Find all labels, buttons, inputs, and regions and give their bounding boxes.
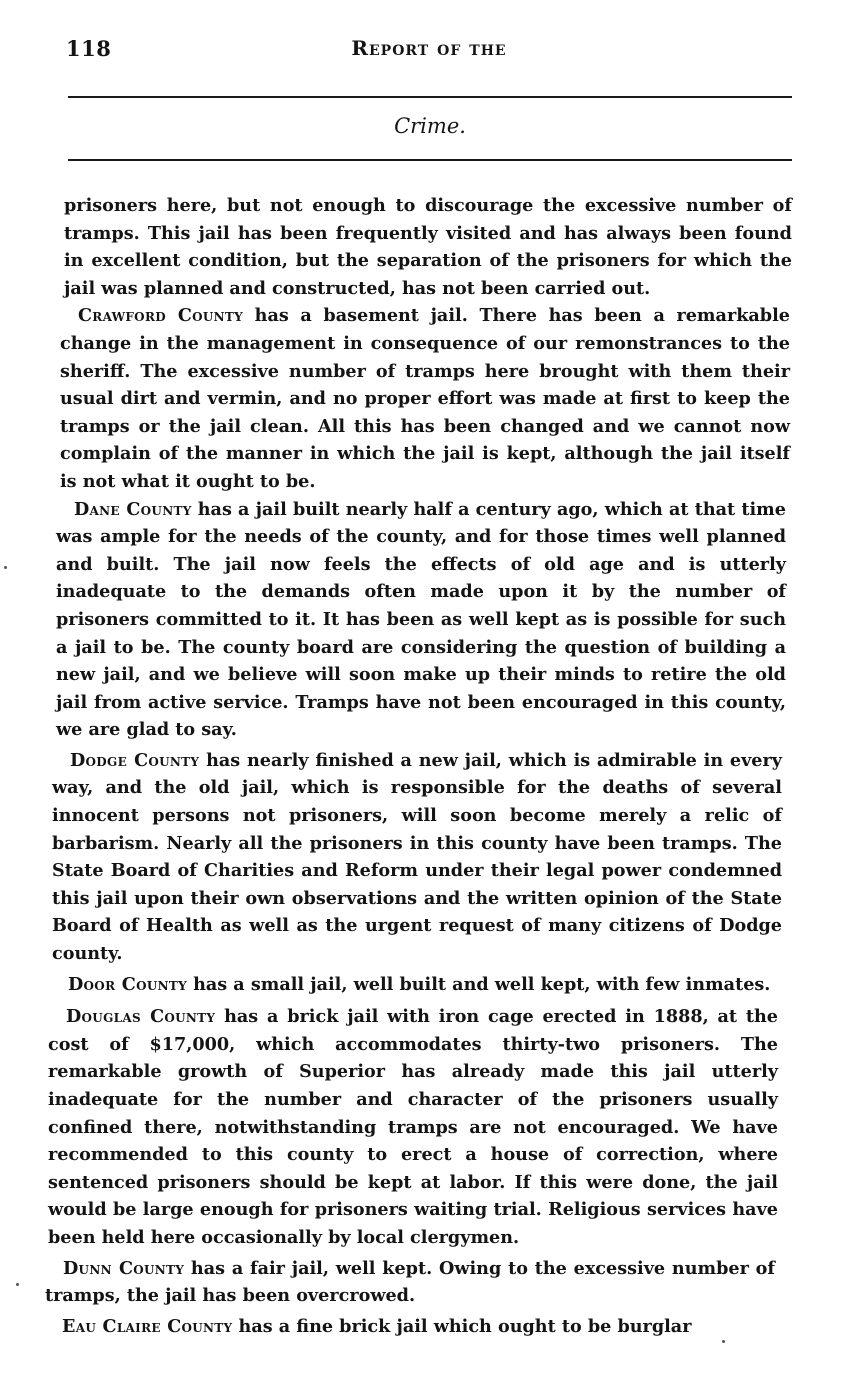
paragraph-text: has a small jail, well built and well kept, with few inmates.	[186, 973, 771, 995]
page-number: 118	[66, 36, 112, 61]
paragraph-text: has a basement jail. There has been a remarkable change in the management in consequence of our remonstrances to the sheriff. The excessive number of tramps here brought with them their usual dirt and vermin, and no proper effort was made at first to keep the tramps or the jail clean. All this has been changed and we cannot now complain of the manner in which the jail is kept, although the jail itself is not what it ought to be.	[60, 305, 790, 492]
county-name: Eau Claire County	[62, 1315, 233, 1337]
running-head	[66, 36, 792, 66]
paragraph-door-county	[50, 971, 780, 999]
scan-speck	[4, 566, 7, 569]
scan-speck	[722, 1340, 725, 1343]
header-rule-top	[68, 96, 792, 98]
scan-speck	[16, 1283, 19, 1286]
county-name: Dane County	[74, 498, 192, 520]
county-name: Dodge County	[70, 749, 200, 771]
paragraph-douglas-county	[48, 1003, 778, 1251]
paragraph-text: has a brick jail with iron cage erected in 1888, at the cost of $17,000, which accommodates thirty-two prisoners. The remarkable growth of Superior has already made this jail utterly inadequate for the number and character of the prisoners usually confined there, notwithstanding tramps are not encouraged. We have recommended to this county to erect a house of correction, where sentenced prisoners should be kept at labor. If this were done, the jail would be large enough for prisoners waiting trial. Religious services have been held here occasionally by local clergymen.	[48, 1006, 778, 1248]
county-name: Door County	[68, 973, 187, 995]
paragraph-text: has a fair jail, well kept. Owing to the excessive number of tramps, the jail has been overcrowed.	[45, 1257, 775, 1307]
paragraph-text: has a jail built nearly half a century ago, which at that time was ample for the needs of the county, and for those times well planned and built. The jail now feels the effects of old age and is utterly inadequate to the demands often made upon it by the number of prisoners committed to it. It has been as well kept as is possible for such a jail to be. The county board are considering the question of building a new jail, and we believe will soon make up their minds to retire the old jail from active service. Tramps have not been encouraged in this county, we are glad to say.	[56, 498, 786, 741]
body-text	[0, 192, 842, 1340]
paragraph-eau-claire-county	[44, 1313, 774, 1341]
paragraph-text: prisoners here, but not enough to discourage the excessive number of tramps. This jail has been frequently visited and has always been found in excellent condition, but the separation of the prisoners for which the jail was planned and constructed, has not been carried out.	[64, 195, 792, 299]
paragraph-dodge-county	[52, 747, 782, 968]
header-rule-bottom	[68, 159, 792, 161]
running-title: Report of the	[351, 36, 507, 60]
paragraph-continuation	[64, 192, 792, 302]
county-name: Dunn County	[63, 1257, 185, 1279]
county-name: Douglas County	[66, 1006, 216, 1028]
paragraph-crawford-county	[60, 302, 790, 495]
paragraph-text: has nearly finished a new jail, which is admirable in every way, and the old jail, which is responsible for the deaths of several innocent persons not prisoners, will soon become merely a relic of barbarism. Nearly all the prisoners in this county have been tramps. The State Board of Charities and Reform under their legal power condemned this jail upon their own observations and the written opinion of the State Board of Health as well as the urgent request of many citizens of Dodge county.	[52, 749, 782, 965]
paragraph-text: has a fine brick jail which ought to be burglar	[232, 1315, 692, 1337]
paragraph-dunn-county	[45, 1255, 775, 1310]
section-title: Crime.	[394, 114, 466, 138]
county-name: Crawford County	[78, 305, 244, 327]
paragraph-dane-county	[56, 496, 786, 744]
